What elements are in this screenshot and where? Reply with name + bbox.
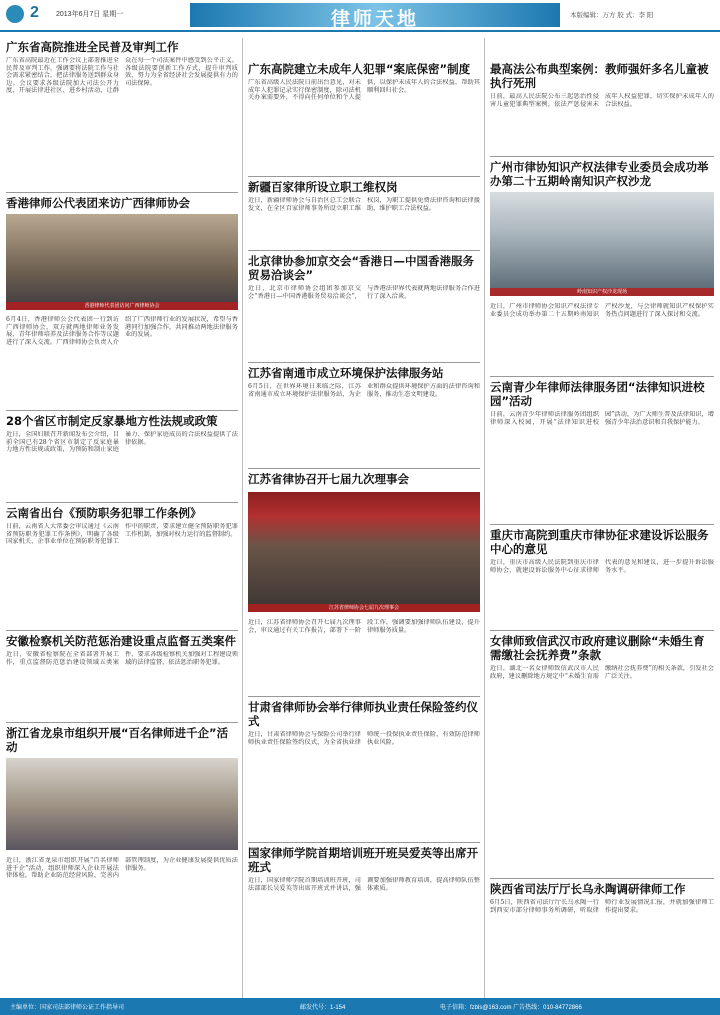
article-photo (248, 492, 480, 612)
article-a3[interactable] (6, 414, 238, 501)
divider (6, 630, 238, 631)
article-b3[interactable] (248, 254, 480, 365)
article-a2-body (6, 313, 238, 412)
article-photo (6, 758, 238, 850)
section-title: 律师天地 (330, 8, 419, 30)
article-title: 浙江省龙泉市组织开展“百名律师进千企”活动 (6, 726, 229, 754)
article-title: 香港律师公代表团来访广西律师协会 (6, 196, 190, 210)
section-banner (190, 3, 560, 30)
article-c6[interactable] (490, 882, 714, 989)
article-b5-body (248, 616, 480, 695)
article-title: 甘肃省律师协会举行律师执业责任保险签约仪式 (248, 700, 478, 728)
article-body: 近日，全国妇联召开新闻发布会介绍，目前全国已有28个省区市制定了反家庭暴力地方性法规或政策，为预防和制止家庭暴力、保护家庭成员的合法权益提供了法律依据。 (6, 431, 238, 454)
article-b4[interactable] (248, 366, 480, 463)
article-body: 广东省高级人民法院日前出台意见，对未成年人犯罪记录实行保密制度，除司法机关办案需要外，不得向任何单位和个人提供，以保护未成年人的合法权益，帮助其顺利回归社会。 (248, 79, 480, 102)
article-title: 云南青少年律师法律服务团“法律知识进校园”活动 (490, 380, 705, 408)
article-title: 广州市律协知识产权法律专业委员会成功举办第二十五期岭南知识产权沙龙 (490, 160, 709, 188)
article-photo (490, 192, 714, 296)
divider (6, 722, 238, 723)
article-body: 日前，云南青少年律师法律服务团组织律师深入校园，开展“法律知识进校园”活动，为广大师生普及法律知识，增强青少年法治意识和自我保护能力。 (490, 411, 714, 426)
editor-credits: 本版编辑：万方 胶 式：李 阳 (570, 12, 654, 19)
article-title: 女律师致信武汉市政府建议删除“未婚生育需缴社会抚养费”条款 (490, 634, 705, 662)
article-body: 广东省高院最近在工作会议上部署推进全民普及审判工作，强调要将法院工作与社会需求紧密结合，把法律服务送到群众身边。会议要求各级法院加大司法公开力度，开展法律进社区、进乡村活动，让群众在每一个司法案件中感受到公平正义。各级法院要创新工作方式，提升审判质效，努力为全省经济社会发展提供有力的司法保障。 (6, 57, 238, 95)
article-b6[interactable] (248, 700, 480, 843)
article-body: 近日，浙江省龙泉市组织开展“百名律师进千企”活动，组织律师深入企业开展法律体检，帮助企业防范经营风险，完善内部管理制度，为企业健康发展提供优质法律服务。 (6, 857, 238, 880)
article-body: 近日，广州市律师协会知识产权法律专业委员会成功举办第二十五期岭南知识产权沙龙，与会律师就知识产权保护实务热点问题进行了深入探讨和交流。 (490, 303, 714, 318)
article-body: 6月5日，在世界环境日来临之际，江苏省南通市成立环境保护法律服务站，为企业和群众提供环境保护方面的法律咨询和服务，推动生态文明建设。 (248, 383, 480, 398)
article-body: 近日，新疆律师协会与自治区总工会联合发文，在全区百家律师事务所设立职工维权岗，为职工提供免费法律咨询和法律援助，维护职工合法权益。 (248, 197, 480, 212)
header-rule (0, 30, 720, 32)
divider (248, 696, 480, 697)
article-b2[interactable] (248, 180, 480, 247)
article-body: 近日，江苏省律师协会召开七届九次理事会，审议通过有关工作报告，部署下一阶段工作，强调要加强律师队伍建设，提升律师服务质量。 (248, 619, 480, 634)
divider (490, 524, 714, 525)
article-title: 安徽检察机关防范惩治建设重点监督五类案件 (6, 634, 236, 648)
article-c2-body (490, 300, 714, 375)
article-c4[interactable] (490, 528, 714, 617)
article-b7[interactable] (248, 846, 480, 989)
article-body: 近日，安徽省检察院在全省部署开展工作，重点监督防范惩治建设领域五类案件，要求各级检察机关加强对工程建设领域的法律监督，依法惩治职务犯罪。 (6, 651, 238, 666)
article-c3[interactable] (490, 380, 714, 511)
article-title: 北京律协参加京交会“香港日—中国香港服务贸易洽谈会” (248, 254, 475, 282)
article-body: 近日，甘肃省律师协会与保险公司举行律师执业责任保险签约仪式，为全省执业律师统一投保执业责任保险，有效防范律师执业风险。 (248, 731, 480, 746)
article-a4[interactable] (6, 506, 238, 627)
footer-publisher: 主编单位：国家司法部律师公证工作指导司 (10, 1005, 125, 1011)
divider (490, 878, 714, 879)
article-a6[interactable] (6, 726, 238, 754)
page-footer (0, 998, 720, 1015)
divider (6, 410, 238, 411)
article-body: 近日，重庆市高级人民法院到重庆市律师协会，就建设诉讼服务中心征求律师代表的意见和建议，进一步提升诉讼服务水平。 (490, 559, 714, 574)
footer-code: 邮发代号：1-154 (300, 1005, 346, 1011)
article-b1[interactable] (248, 62, 480, 159)
divider (6, 192, 238, 193)
photo-caption: 岭南知识产权沙龙现场 (490, 288, 714, 296)
photo-caption: 江苏省律师协会七届九次理事会 (248, 604, 480, 612)
page-number: 2 (30, 4, 39, 21)
article-title: 陕西省司法厅厅长乌永陶调研律师工作 (490, 882, 686, 896)
article-photo (6, 214, 238, 310)
divider (248, 250, 480, 251)
article-title: 广东高院建立未成年人犯罪“案底保密”制度 (248, 62, 471, 76)
article-title: 江苏省南通市成立环境保护法律服务站 (248, 366, 444, 380)
article-title: 28个省区市制定反家暴地方性法规或政策 (6, 414, 218, 428)
page-header (0, 0, 720, 34)
divider (490, 376, 714, 377)
divider (490, 630, 714, 631)
divider (6, 502, 238, 503)
divider (248, 468, 480, 469)
footer-contact: 电子信箱：fzbls@163.com 广告热线：010-84772866 (440, 1005, 582, 1011)
divider (248, 362, 480, 363)
article-title: 新疆百家律所设立职工维权岗 (248, 180, 398, 194)
article-a6-body (6, 854, 238, 991)
article-title: 江苏省律协召开七届九次理事会 (248, 472, 409, 486)
issue-date: 2013年6月7日 星期一 (56, 11, 124, 18)
divider (490, 156, 714, 157)
newspaper-logo-icon (6, 5, 24, 23)
article-b5[interactable] (248, 472, 480, 486)
article-title: 最高法公布典型案例：教师强奸多名儿童被执行死刑 (490, 62, 709, 90)
divider (248, 176, 480, 177)
article-body: 日前，云南省人大常委会审议通过《云南省预防职务犯罪工作条例》，明确了各级国家机关、企事业单位在预防职务犯罪工作中的职责，要求建立健全预防职务犯罪工作机制，加强对权力运行的监督制约。 (6, 523, 238, 546)
article-body: 近日，国家律师学院首期培训班开班，司法部部长吴爱英等出席开班式并讲话，强调要加强律师教育培训，提高律师队伍整体素质。 (248, 877, 480, 892)
photo-caption: 香港律师代表团访问广西律师协会 (6, 302, 238, 310)
article-body: 近日，北京市律师协会组团参加京交会“香港日—中国香港服务贸易洽谈会”，与香港法律界代表就两地法律服务合作进行了深入洽谈。 (248, 285, 480, 300)
article-title: 重庆市高院到重庆市律协征求建设诉讼服务中心的意见 (490, 528, 709, 556)
article-title: 云南省出台《预防职务犯罪工作条例》 (6, 506, 202, 520)
article-c2[interactable] (490, 160, 714, 188)
article-body: 日前，最高人民法院公布三起惩治性侵害儿童犯罪典型案例，依法严惩侵害未成年人权益犯罪，切实保护未成年人的合法权益。 (490, 93, 714, 108)
article-a5[interactable] (6, 634, 238, 703)
column-divider (484, 38, 485, 998)
column-divider (242, 38, 243, 998)
article-a1[interactable] (6, 40, 238, 167)
article-title: 国家律师学院首期培训班开班吴爱英等出席开班式 (248, 846, 478, 874)
article-title: 广东省高院推进全民普及审判工作 (6, 40, 179, 54)
article-body: 6月5日，陕西省司法厅厅长乌永陶一行到西安市部分律师事务所调研，听取律师行业发展情况汇报，并就加强律师工作提出要求。 (490, 899, 714, 914)
article-c1[interactable] (490, 62, 714, 155)
divider (248, 842, 480, 843)
article-body: 6月4日，香港律师公会代表团一行到访广西律师协会，双方就两地律师业务发展、青年律师培养及法律服务合作等议题进行了深入交流。广西律师协会负责人介绍了广西律师行业的发展状况，希望与香港同行加强合作，共同推动两地法律服务业的发展。 (6, 316, 238, 346)
article-body: 近日，湖北一名女律师致信武汉市人民政府，建议删除地方规定中“未婚生育需缴纳社会抚养费”的相关条款，引发社会广泛关注。 (490, 665, 714, 680)
article-a2[interactable] (6, 196, 238, 210)
article-c5[interactable] (490, 634, 714, 843)
